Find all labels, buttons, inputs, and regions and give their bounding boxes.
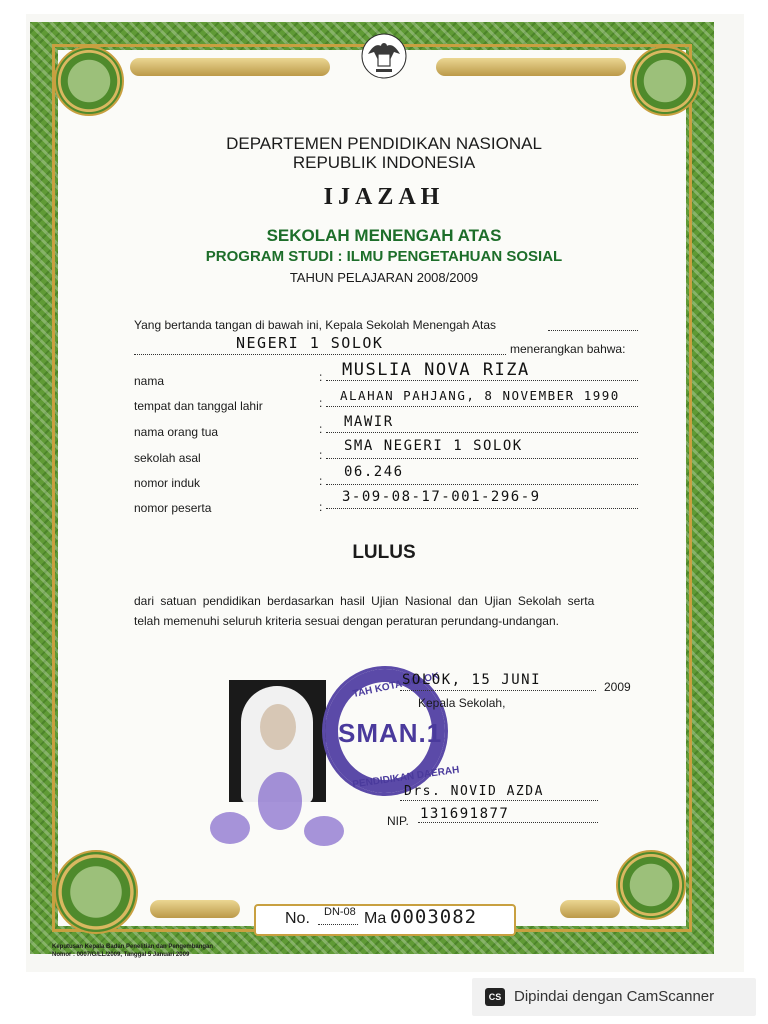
field-value-parent: MAWIR	[344, 414, 394, 430]
dotted-line	[326, 432, 638, 433]
field-label-student-id: nomor induk	[134, 476, 201, 490]
principal-name: Drs. NOVID AZDA	[404, 784, 544, 799]
field-value-name: MUSLIA NOVA RIZA	[342, 360, 530, 380]
footnote-line-2: Nomor : 0007/G/LL/2009, Tanggal 5 Januari 2009	[52, 952, 190, 958]
intro-line-2-suffix: menerangkan bahwa:	[510, 342, 626, 356]
camscanner-label: Dipindai dengan CamScanner	[514, 988, 715, 1005]
dotted-line	[134, 354, 506, 355]
corner-medallion-top-right	[630, 46, 700, 116]
dotted-line	[400, 800, 598, 801]
thumbprint-mark	[258, 772, 302, 830]
ministry-line-2: REPUBLIK INDONESIA	[292, 153, 476, 172]
dotted-line	[318, 924, 358, 925]
fingerprint-mark-right	[304, 816, 344, 846]
dotted-line	[400, 690, 596, 691]
camscanner-icon: CS	[485, 988, 505, 1006]
field-label-parent: nama orang tua	[134, 425, 219, 439]
cert-no-code: DN-08	[324, 906, 356, 918]
cert-no-mid: Ma	[364, 910, 387, 927]
stamp-ring-top: TAH KOTA SOLOK	[351, 670, 441, 701]
field-colon: :	[319, 500, 323, 514]
sign-year: 2009	[604, 680, 631, 694]
dotted-line	[326, 380, 638, 381]
stamp-center-text: SMAN.1	[338, 718, 443, 748]
corner-medallion-bottom-left	[54, 850, 138, 934]
intro-line-1: Yang bertanda tangan di bawah ini, Kepala Sekolah Menengah Atas	[134, 318, 497, 332]
fingerprint-mark-left	[210, 812, 250, 844]
school-level: SEKOLAH MENENGAH ATAS	[266, 226, 502, 245]
field-label-name: nama	[134, 374, 165, 388]
study-program: PROGRAM STUDI : ILMU PENGETAHUAN SOSIAL	[205, 248, 563, 265]
corner-medallion-bottom-right	[616, 850, 686, 920]
corner-medallion-top-left	[54, 46, 124, 116]
statement-line-2: telah memenuhi seluruh kriteria sesuai dengan peraturan perundang-undangan.	[134, 614, 559, 628]
cert-no-label: No.	[285, 910, 310, 927]
field-colon: :	[319, 422, 323, 436]
field-colon: :	[319, 370, 323, 384]
dotted-line	[326, 484, 638, 485]
field-colon: :	[319, 448, 323, 462]
field-value-origin-school: SMA NEGERI 1 SOLOK	[344, 438, 523, 454]
nip-label: NIP.	[387, 814, 409, 828]
field-colon: :	[319, 396, 323, 410]
dotted-line	[548, 330, 638, 331]
nip-number: 131691877	[420, 806, 510, 822]
school-name-handwritten: NEGERI 1 SOLOK	[236, 334, 384, 352]
field-label-participant-no: nomor peserta	[134, 501, 212, 515]
cert-no-number: 0003082	[390, 906, 478, 928]
sign-place-date: SOLOK, 15 JUNI	[402, 672, 542, 688]
document-title: IJAZAH	[323, 184, 445, 210]
sign-role: Kepala Sekolah,	[418, 696, 506, 710]
result-status: LULUS	[352, 542, 416, 563]
dotted-line	[326, 406, 638, 407]
ministry-line-1: DEPARTEMEN PENDIDIKAN NASIONAL	[226, 134, 542, 153]
field-value-birth: ALAHAN PAHJANG, 8 NOVEMBER 1990	[340, 388, 620, 403]
field-label-origin-school: sekolah asal	[134, 451, 201, 465]
dotted-line	[326, 458, 638, 459]
field-value-participant-no: 3-09-08-17-001-296-9	[342, 489, 541, 505]
footnote-line-1: Keputusan Kepala Badan Penelitian dan Pengembangan	[52, 944, 214, 950]
academic-year: TAHUN PELAJARAN 2008/2009	[289, 270, 479, 285]
stamp-ring-bottom: PENDIDIKAN DAERAH	[351, 764, 461, 791]
field-value-student-id: 06.246	[344, 464, 404, 480]
gold-ornament-top-right	[436, 58, 626, 76]
garuda-emblem-icon	[360, 30, 408, 82]
field-colon: :	[319, 474, 323, 488]
gold-ornament-top-left	[130, 58, 330, 76]
field-label-birth: tempat dan tanggal lahir	[134, 399, 263, 413]
dotted-line	[418, 822, 598, 823]
photo-face	[260, 704, 296, 750]
gold-ornament-bottom-left	[150, 900, 240, 918]
gold-ornament-bottom-right	[560, 900, 620, 918]
dotted-line	[326, 508, 638, 509]
statement-line-1: dari satuan pendidikan berdasarkan hasil Ujian Nasional dan Ujian Sekolah serta	[134, 594, 595, 608]
